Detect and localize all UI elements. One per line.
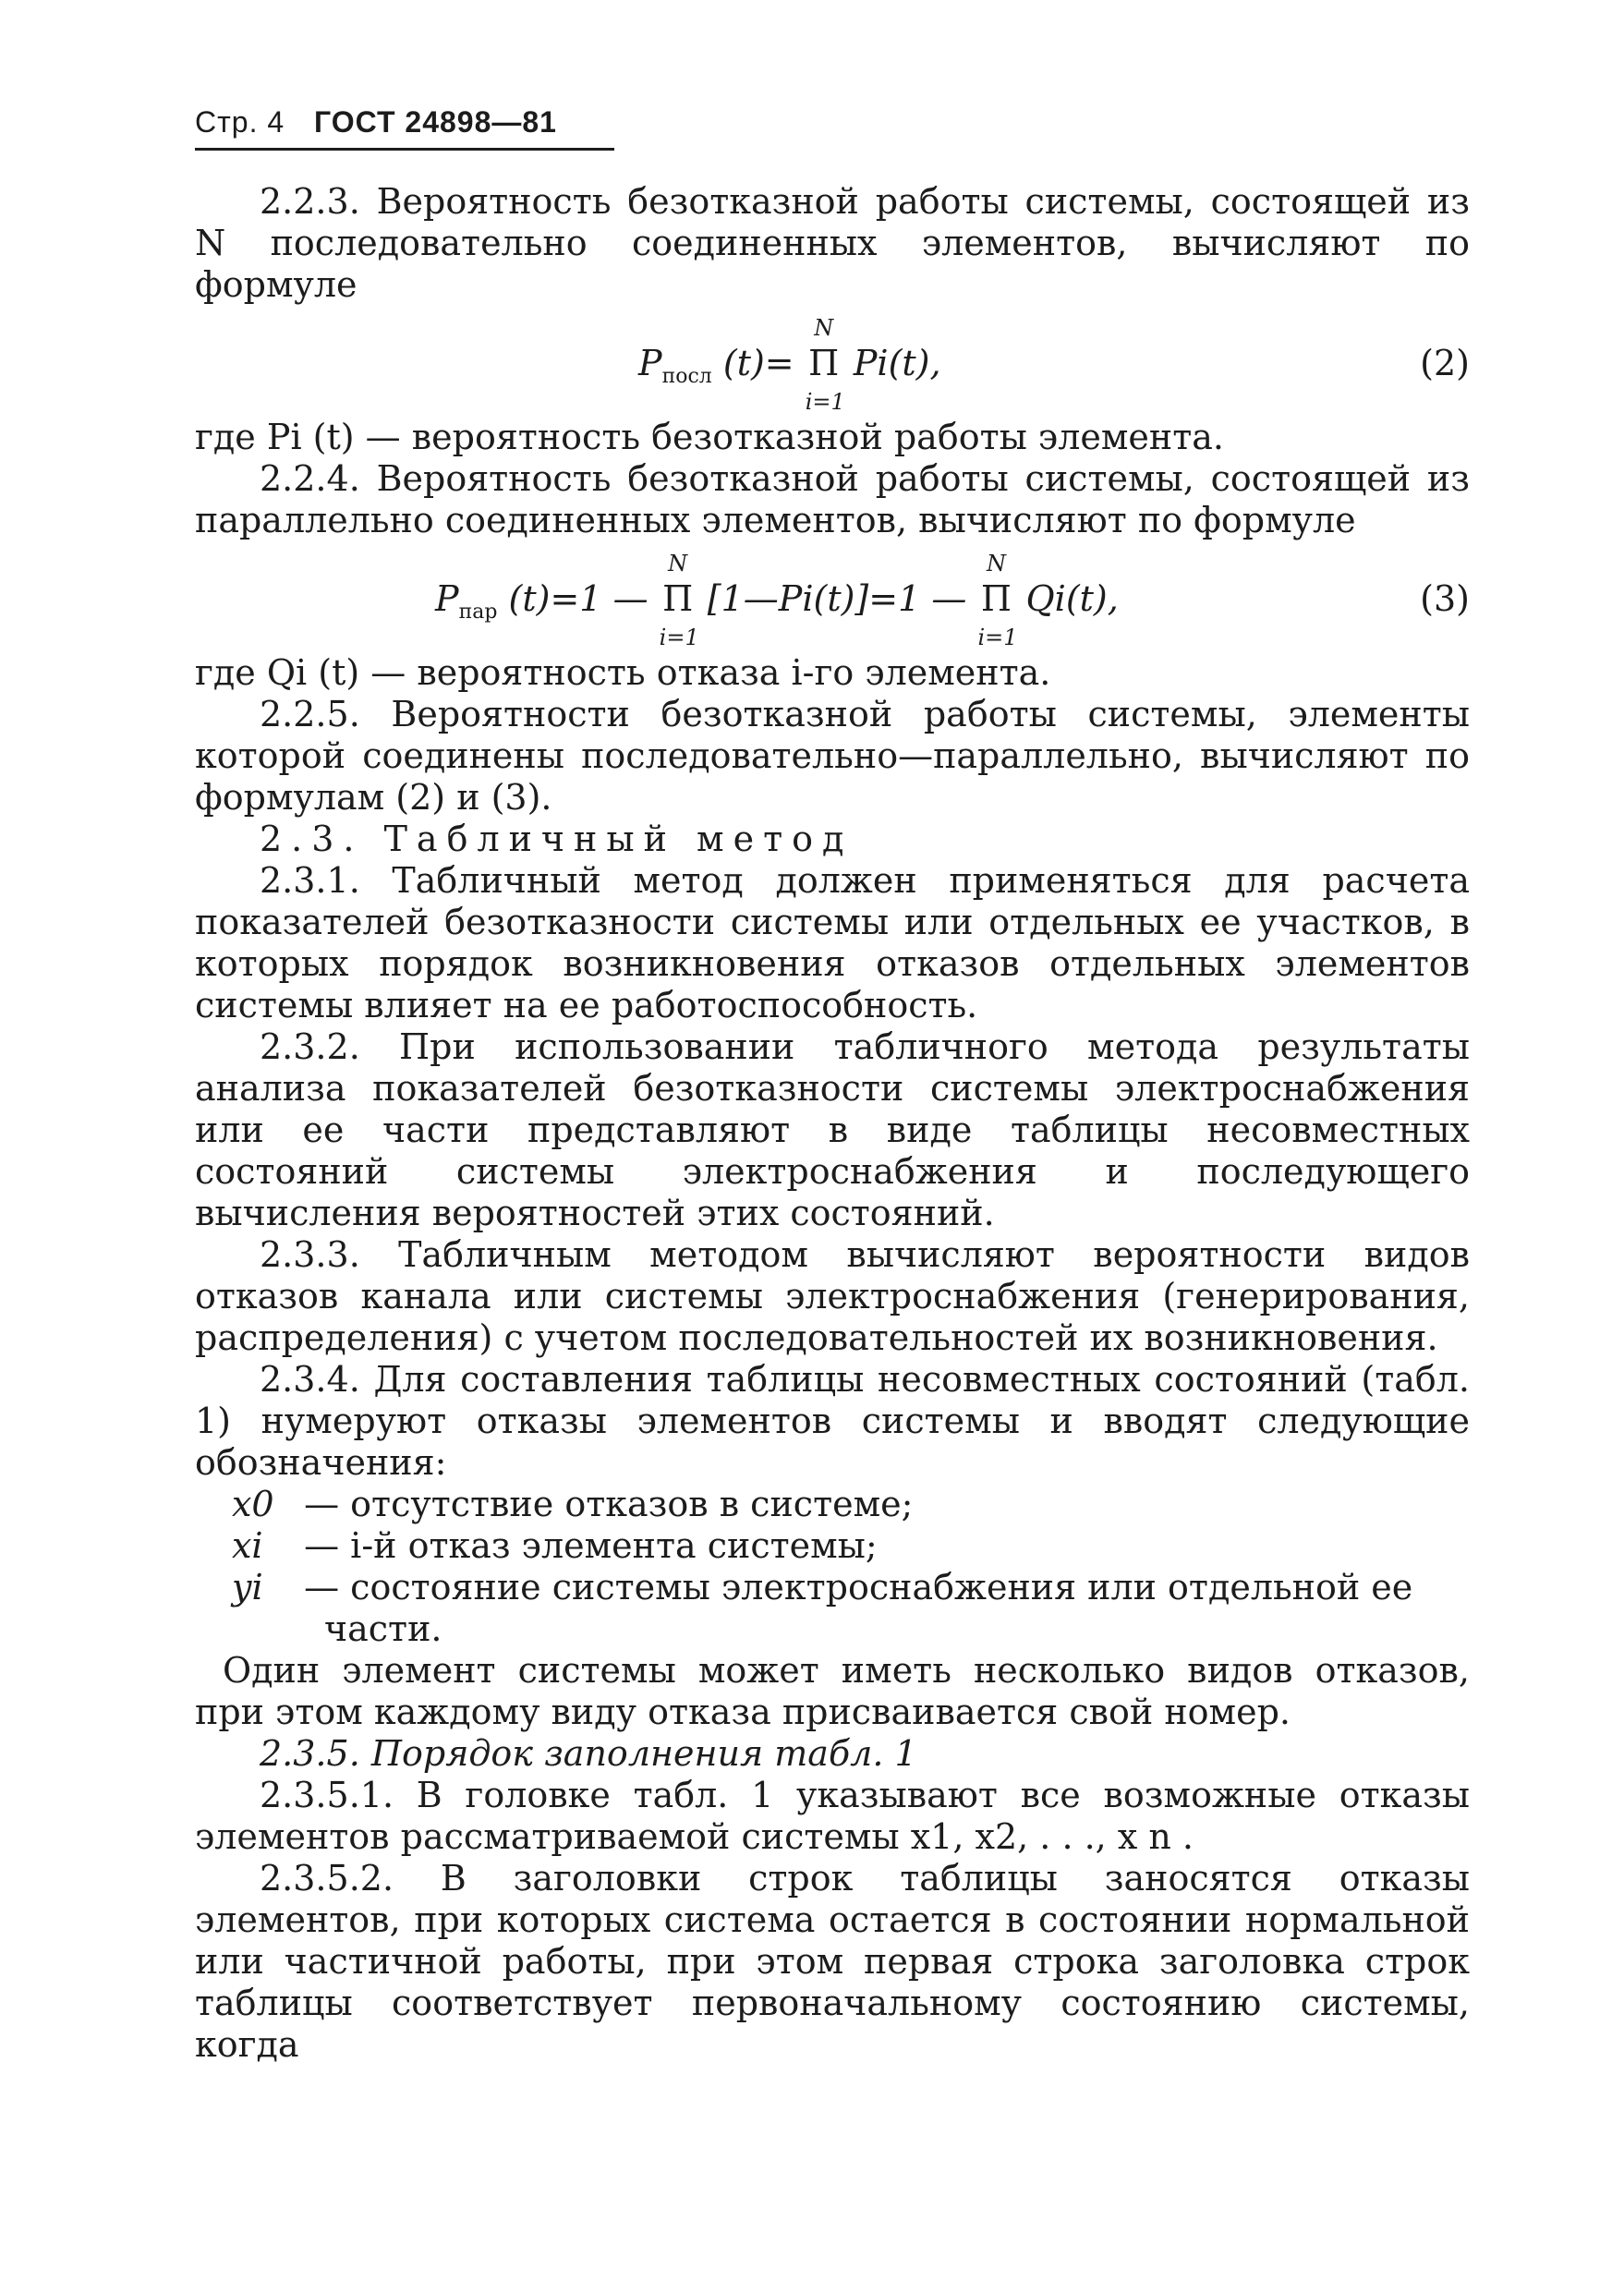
formula-3-product-2-upper: N [986, 551, 1006, 576]
definition-yi-text: — состояние системы электроснабжения или отдельной ее [304, 1567, 1413, 1608]
formula-3-middle: [1—Pi(t)]=1 — [707, 578, 967, 619]
formula-3-number: (3) [1420, 578, 1470, 619]
formula-3-product-2 [977, 551, 1018, 650]
paragraph-2-3-4: 2.3.4. Для составления таблицы несовместных состояний (табл. 1) нумеруют отказы элементов системы и вводят следующие обозначения: [195, 1359, 1470, 1483]
formula-3-product-2-lower: i=1 [977, 625, 1018, 650]
definition-x0 [232, 1484, 1470, 1525]
paragraph-2-2-5: 2.2.5. Вероятности безотказной работы системы, элементы которой соединены последовательно—параллельно, вычисляют по формулам (2) и (3). [195, 694, 1470, 818]
formula-3-product-2-symbol: Π [980, 578, 1012, 619]
formula-3-expression [435, 551, 1119, 650]
formula-2-product-symbol: Π [808, 343, 840, 383]
formula-2-lhs-arg: (t)= [722, 343, 794, 383]
formula-3-product-1 [659, 551, 699, 650]
formula-3-product-1-symbol: Π [662, 578, 694, 619]
formula-3-lhs-arg: (t)=1 — [508, 578, 648, 619]
standard-number: ГОСТ 24898—81 [314, 105, 557, 139]
formula-2 [195, 306, 1470, 417]
formula-3-lhs-symbol: P [435, 578, 459, 619]
definition-yi-continuation-text: части. [324, 1608, 442, 1649]
page-number: Стр. 4 [195, 105, 285, 139]
definition-xi [232, 1525, 1470, 1567]
paragraph-2-3-5-1: 2.3.5.1. В головке табл. 1 указывают все возможные отказы элементов рассматриваемой системы x1, x2, . . ., x n . [195, 1775, 1470, 1857]
formula-3-lhs-sub: пар [458, 601, 498, 624]
formula-3-product-1-upper: N [668, 551, 688, 576]
section-heading-2-3-5: 2.3.5. Порядок заполнения табл. 1 [260, 1733, 917, 1774]
definition-xi-symbol: xi [232, 1525, 263, 1566]
definition-x0-symbol: x0 [232, 1484, 274, 1524]
paragraph-where-q: где Qi (t) — вероятность отказа i-го элемента. [195, 652, 1051, 693]
paragraph-2-2-3: 2.2.3. Вероятность безотказной работы системы, состоящей из N последовательно соединенных элементов, вычисляют по формуле [195, 181, 1470, 305]
formula-2-expression [638, 315, 941, 415]
formula-2-product [805, 315, 845, 415]
paragraph-where-p: где Pi (t) — вероятность безотказной работы элемента. [195, 417, 1224, 457]
definition-x0-text: — отсутствие отказов в системе; [304, 1484, 914, 1524]
definition-yi-symbol: yi [232, 1567, 263, 1608]
definition-yi-continuation [324, 1608, 1470, 1650]
definition-xi-text: — i-й отказ элемента системы; [304, 1525, 878, 1566]
definition-yi [232, 1567, 1470, 1608]
formula-2-lhs-sub: посл [661, 365, 712, 388]
paragraph-2-3-1: 2.3.1. Табличный метод должен применяться для расчета показателей безотказности системы или отдельных ее участков, в которых порядок возникновения отказов отдельных элементов системы влияет на ее работоспособность. [195, 860, 1470, 1025]
paragraph-2-2-4: 2.2.4. Вероятность безотказной работы системы, состоящей из параллельно соединенных элементов, вычисляют по формуле [195, 458, 1470, 540]
header-rule [195, 148, 614, 151]
formula-2-rhs: Pi(t), [853, 343, 941, 383]
section-heading-2-3: 2.3. Табличный метод [260, 819, 854, 859]
paragraph-one-element: Один элемент системы может иметь несколько видов отказов, при этом каждому виду отказа присваивается свой номер. [195, 1650, 1470, 1732]
formula-2-product-upper: N [814, 315, 834, 341]
formula-3 [195, 541, 1470, 652]
page-header [195, 105, 557, 140]
paragraph-2-3-2: 2.3.2. При использовании табличного метода результаты анализа показателей безотказности системы электроснабжения или ее части представляют в виде таблицы несовместных состояний системы электроснабжения и последующего вычисления вероятностей этих состояний. [195, 1026, 1470, 1233]
formula-2-lhs-symbol: P [638, 343, 662, 383]
paragraph-2-3-5-2: 2.3.5.2. В заголовки строк таблицы заносятся отказы элементов, при которых система остается в состоянии нормальной или частичной работы, при этом первая строка заголовка строк таблицы соответствует первоначальному состоянию системы, когда [195, 1858, 1470, 2065]
formula-2-number: (2) [1420, 343, 1470, 383]
document-body [195, 181, 1470, 2066]
formula-2-product-lower: i=1 [805, 389, 845, 415]
paragraph-2-3-3: 2.3.3. Табличным методом вычисляют вероятности видов отказов канала или системы электроснабжения (генерирования, распределения) с учетом последовательностей их возникновения. [195, 1234, 1470, 1358]
formula-3-rhs: Qi(t), [1025, 578, 1119, 619]
formula-3-product-1-lower: i=1 [659, 625, 699, 650]
